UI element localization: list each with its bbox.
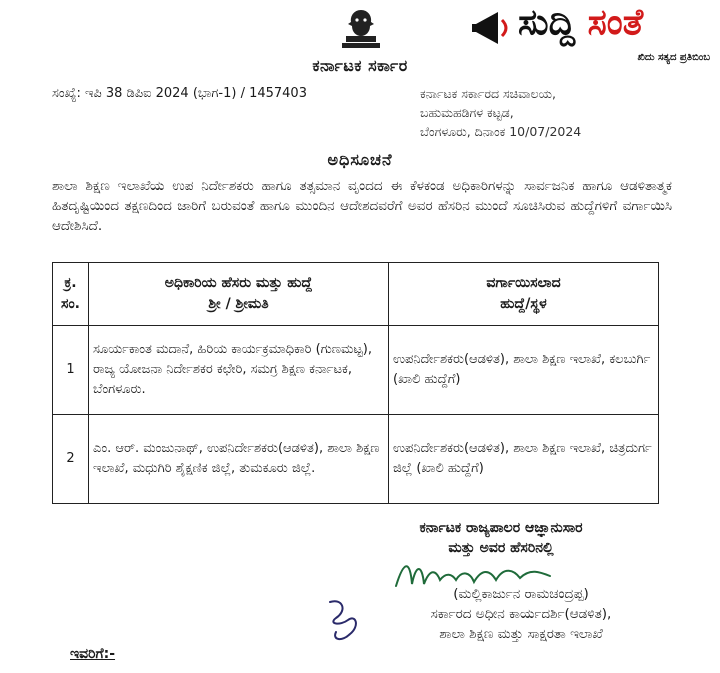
state-emblem-icon — [336, 6, 386, 52]
table-header-row — [53, 263, 659, 326]
signatory-block — [366, 584, 676, 644]
signatory-department: ಶಾಲಾ ಶಿಕ್ಷಣ ಮತ್ತು ಸಾಕ್ಷರತಾ ಇಲಾಖೆ — [439, 626, 603, 642]
header-posting: ವರ್ಗಾಯಿಸಲಾದ ಹುದ್ದೆ/ಸ್ಥಳ — [389, 263, 659, 326]
office-address — [420, 84, 581, 141]
transfer-table — [52, 262, 659, 504]
table-row — [53, 415, 659, 504]
office-line-1: ಕರ್ನಾಟಕ ಸರ್ಕಾರದ ಸಚಿವಾಲಯ, — [420, 86, 556, 101]
row-posting: ಉಪನಿರ್ದೇಶಕರು(ಆಡಳಿತ), ಶಾಲಾ ಶಿಕ್ಷಣ ಇಲಾಖೆ, ಚಿತ್ರದುರ್ಗ ಜಿಲ್ಲೆ (ಖಾಲಿ ಹುದ್ದೆಗೆ) — [389, 415, 659, 504]
row-officer: ಎಂ. ಆರ್. ಮಂಜುನಾಥ್, ಉಪನಿರ್ದೇಶಕರು(ಆಡಳಿತ), ಶಾಲಾ ಶಿಕ್ಷಣ ಇಲಾಖೆ, ಮಧುಗಿರಿ ಶೈಕ್ಷಣಿಕ ಜಿಲ್ಲೆ, ತುಮಕೂರು ಜಿಲ್ಲೆ. — [89, 415, 389, 504]
row-sno: 2 — [53, 415, 89, 504]
initials-mark — [322, 596, 366, 648]
header-officer: ಅಧಿಕಾರಿಯ ಹೆಸರು ಮತ್ತು ಹುದ್ದೆ ಶ್ರೀ / ಶ್ರೀಮತಿ — [89, 263, 389, 326]
logo-wordmark — [518, 2, 643, 44]
closing-phrase — [376, 518, 626, 558]
row-sno: 1 — [53, 326, 89, 415]
row-posting: ಉಪನಿರ್ದೇಶಕರು(ಆಡಳಿತ), ಶಾಲಾ ಶಿಕ್ಷಣ ಇಲಾಖೆ, ಕಲಬುರ್ಗಿ (ಖಾಲಿ ಹುದ್ದೆಗೆ) — [389, 326, 659, 415]
closing-line-1: ಕರ್ನಾಟಕ ರಾಜ್ಯಪಾಲರ ಆಜ್ಞಾನುಸಾರ — [419, 520, 583, 536]
signatory-designation: ಸರ್ಕಾರದ ಅಧೀನ ಕಾರ್ಯದರ್ಶಿ(ಆಡಳಿತ), — [430, 606, 612, 622]
notification-body: ಶಾಲಾ ಶಿಕ್ಷಣ ಇಲಾಖೆಯ ಉಪ ನಿರ್ದೇಶಕರು ಹಾಗೂ ತತ್ಸಮಾನ ವೃಂದದ ಈ ಕೆಳಕಂಡ ಅಧಿಕಾರಿಗಳನ್ನು ಸಾರ್ವಜನಿಕ ಹಾಗೂ ಆಡಳಿತಾತ್ಮಕ ಹಿತದೃಷ್ಟಿಯಿಂದ ತಕ್ಷಣದಿಂದ ಜಾರಿಗೆ ಬರುವಂತೆ ಹಾಗೂ ಮುಂದಿನ ಆದೇಶದವರೆಗೆ ಅವರ ಹೆಸರಿನ ಮುಂದೆ ಸೂಚಿಸಿರುವ ಹುದ್ದೆಗಳಿಗೆ ವರ್ಗಾಯಿಸಿ ಆದೇಶಿಸಿದೆ. — [52, 178, 672, 234]
logo-word-sante: ಸಂತೆ — [587, 2, 644, 43]
office-line-2: ಬಹುಮಹಡಿಗಳ ಕಟ್ಟಡ, — [420, 105, 514, 120]
place-date: ಬೆಂಗಳೂರು, ದಿನಾಂಕ 10/07/2024 — [420, 124, 582, 139]
table-row — [53, 326, 659, 415]
signatory-name: (ಮಲ್ಲಿಕಾರ್ಜುನ ರಾಮಚಂದ್ರಪ್ಪ) — [453, 586, 589, 602]
government-title: ಕರ್ನಾಟಕ ಸರ್ಕಾರ — [312, 56, 408, 75]
recipients-label: ಇವರಿಗೆ:- — [70, 646, 116, 662]
notification-title: ಅಧಿಸೂಚನೆ — [327, 150, 393, 169]
closing-line-2: ಮತ್ತು ಅವರ ಹೆಸರಿನಲ್ಲಿ — [448, 540, 554, 556]
logo-tagline: ಖಿದು ಸತ್ಯದ ಪ್ರತಿಬಿಂಬ — [637, 52, 710, 63]
logo-word-suddi: ಸುದ್ದಿ — [518, 2, 576, 43]
megaphone-icon — [470, 4, 518, 52]
row-officer: ಸೂರ್ಯಕಾಂತ ಮದಾನೆ, ಹಿರಿಯ ಕಾರ್ಯಕ್ರಮಾಧಿಕಾರಿ (ಗುಣಮಟ್ಟ), ರಾಜ್ಯ ಯೋಜನಾ ನಿರ್ದೇಶಕರ ಕಛೇರಿ, ಸಮಗ್ರ ಶಿಕ್ಷಣ ಕರ್ನಾಟಕ, ಬೆಂಗಳೂರು. — [89, 326, 389, 415]
reference-number: ಸಂಖ್ಯೆ: ಇಪಿ 38 ಡಿಪಿಐ 2024 (ಭಾಗ-1) / 1457403 — [52, 86, 307, 101]
header-sno: ಕ್ರ. ಸಂ. — [53, 263, 89, 326]
